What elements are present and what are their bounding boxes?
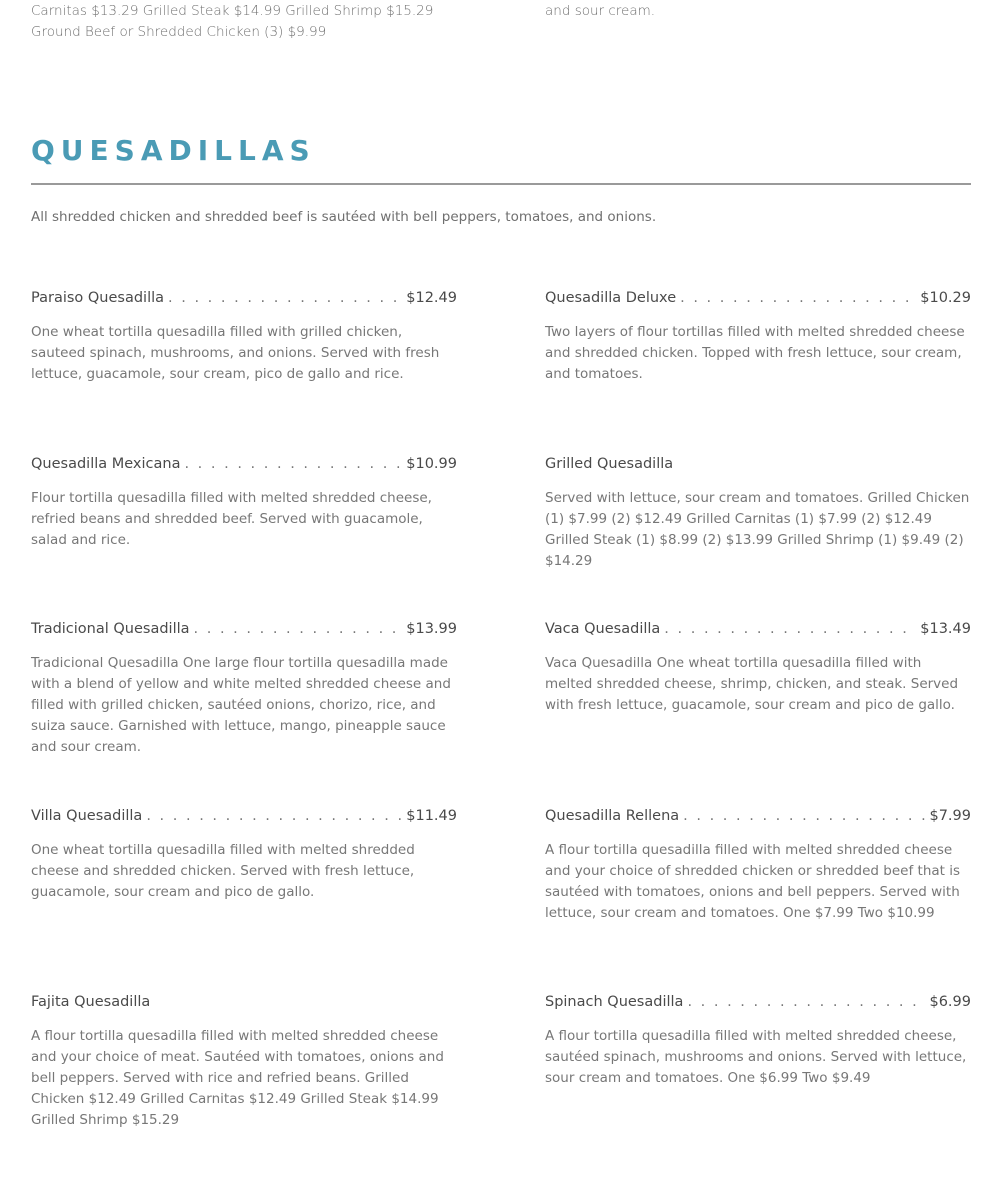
menu-item [31,618,457,758]
menu-item-header [545,805,971,827]
menu-item-price: $10.99 [406,456,457,472]
dot-leader [168,287,402,309]
menu-item [545,805,971,924]
section-note: All shredded chicken and shredded beef is sautéed with bell peppers, tomatoes, and onions. [31,209,657,225]
menu-item-header [545,453,971,475]
menu-item-name: Quesadilla Deluxe [545,290,677,306]
menu-item [31,991,457,1131]
menu-item-header [545,287,971,309]
menu-item-price: $12.49 [406,290,457,306]
menu-item-name: Quesadilla Rellena [545,808,680,824]
menu-item-description: One wheat tortilla quesadilla filled with grilled chicken, sauteed spinach, mushrooms, and onions. Served with fresh lettuce, guacamole, sour cream, pico de gallo and rice. [31,324,440,382]
dot-leader [184,453,402,475]
menu-item-name: Villa Quesadilla [31,808,143,824]
menu-item-price: $13.99 [406,621,457,637]
section-divider [31,183,971,185]
menu-item [545,618,971,716]
menu-item [545,453,971,572]
section-title: QUESADILLAS [31,134,316,167]
dot-leader [664,618,916,640]
menu-item-name: Fajita Quesadilla [31,994,151,1010]
menu-item [545,991,971,1089]
menu-item [31,287,457,385]
menu-item-header [31,453,457,475]
menu-item-price: $6.99 [929,994,971,1010]
menu-item-name: Vaca Quesadilla [545,621,661,637]
menu-item-price: $7.99 [929,808,971,824]
menu-item-description: Tradicional Quesadilla One large flour tortilla quesadilla made with a blend of yellow and white melted shredded cheese and filled with grilled chicken, sautéed onions, chorizo, rice, and suiza sauce. Garnished with lettuce, mango, pineapple sauce and sour cream. [31,655,451,755]
dot-leader [146,805,402,827]
menu-item-header [31,805,457,827]
menu-item-header [31,991,457,1013]
dot-leader [683,805,925,827]
menu-item [31,453,457,551]
menu-item-price: $10.29 [920,290,971,306]
menu-item [31,805,457,903]
menu-item-header [545,618,971,640]
menu-item-name: Spinach Quesadilla [545,994,684,1010]
menu-item-description: Two layers of flour tortillas filled with melted shredded cheese and shredded chicken. Topped with fresh lettuce, sour cream, and tomatoes. [545,324,965,382]
menu-item-description: Vaca Quesadilla One wheat tortilla quesadilla filled with melted shredded cheese, shrimp, chicken, and steak. Served with fresh lettuce, guacamole, sour cream and pico de gallo. [545,655,959,713]
menu-item-price: $13.49 [920,621,971,637]
menu-item [545,287,971,385]
dot-leader [687,991,925,1013]
menu-item-description: One wheat tortilla quesadilla filled with melted shredded cheese and shredded chicken. Served with fresh lettuce, guacamole, sour cream and pico de gallo. [31,842,415,900]
menu-item-description: A flour tortilla quesadilla filled with melted shredded cheese, sautéed spinach, mushrooms and onions. Served with lettuce, sour cream and tomatoes. One $6.99 Two $9.49 [545,1028,967,1086]
menu-item-name: Quesadilla Mexicana [31,456,181,472]
previous-section-text-right: and sour cream. [545,3,656,19]
menu-item-name: Paraiso Quesadilla [31,290,165,306]
menu-item-price: $11.49 [406,808,457,824]
menu-item-description: Served with lettuce, sour cream and tomatoes. Grilled Chicken (1) $7.99 (2) $12.49 Grilled Carnitas (1) $7.99 (2) $12.49 Grilled Steak (1) $8.99 (2) $13.99 Grilled Shrimp (1) $9.49 (2) $14.29 [545,490,970,569]
dot-leader [194,618,403,640]
menu-item-header [31,618,457,640]
menu-item-header [31,287,457,309]
menu-item-description: A flour tortilla quesadilla filled with melted shredded cheese and your choice of shredded chicken or shredded beef that is sautéed with tomatoes, onions and bell peppers. Served with lettuce, sour cream and tomatoes. One $7.99 Two $10.99 [545,842,961,921]
previous-section-text-left: Carnitas $13.29 Grilled Steak $14.99 Grilled Shrimp $15.29 Ground Beef or Shredded Chicken (3) $9.99 [31,3,434,40]
menu-item-name: Grilled Quesadilla [545,456,674,472]
menu-item-description: Flour tortilla quesadilla filled with melted shredded cheese, refried beans and shredded beef. Served with guacamole, salad and rice. [31,490,432,548]
menu-item-name: Tradicional Quesadilla [31,621,190,637]
menu-item-header [545,991,971,1013]
menu-item-description: A flour tortilla quesadilla filled with melted shredded cheese and your choice of meat. Sautéed with tomatoes, onions and bell peppers. Served with rice and refried beans. Grilled Chicken $12.49 Grilled Carnitas $12.49 Grilled Steak $14.99 Grilled Shrimp $15.29 [31,1028,444,1128]
dot-leader [680,287,916,309]
